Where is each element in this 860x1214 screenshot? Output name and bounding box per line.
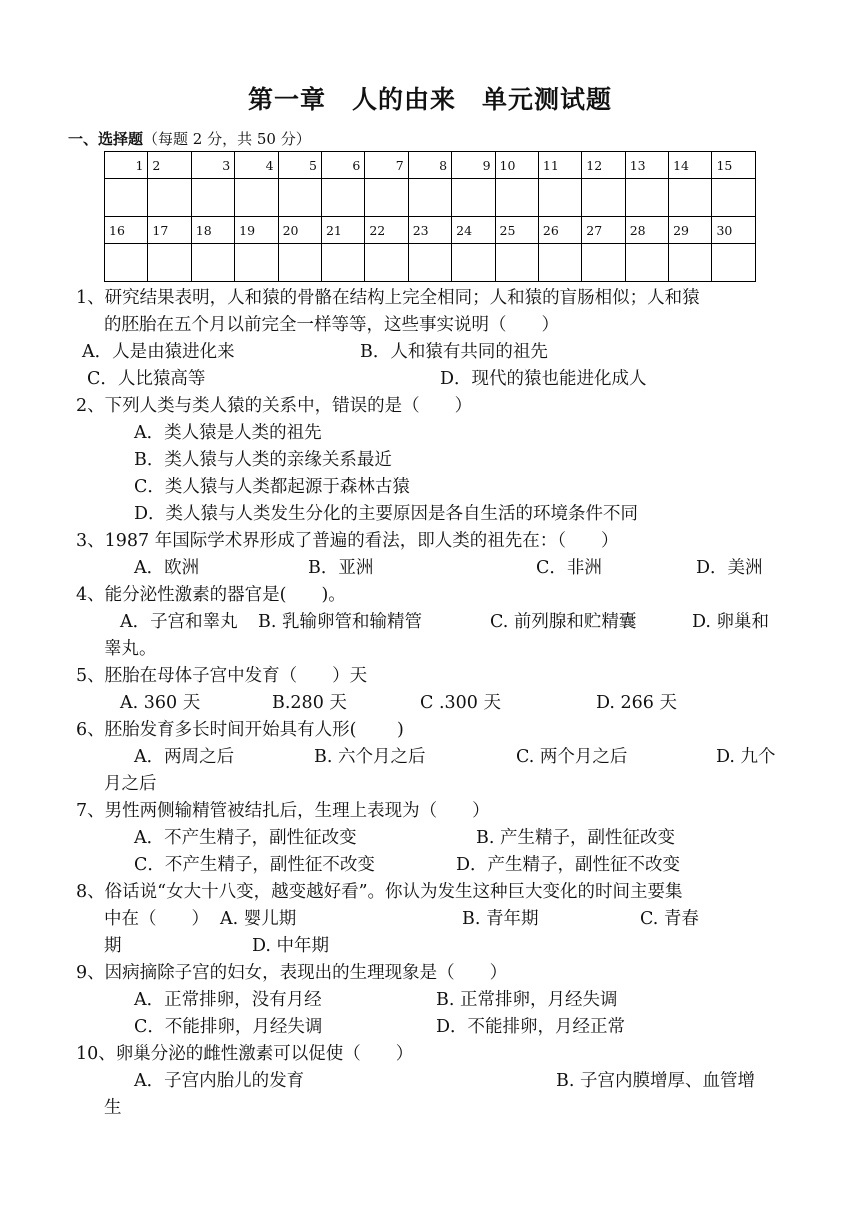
answer-cell[interactable] [408,179,451,217]
answer-number: 20 [278,217,321,244]
q6-option-d: D. 九个 [716,747,776,767]
answer-number: 10 [495,152,538,179]
q4-option-d: D. 卵巢和 [692,612,770,632]
answer-cell[interactable] [148,244,191,282]
answer-number-row-2 [105,217,756,244]
q8-option-d: D. 中年期 [252,936,330,956]
answer-cell[interactable] [712,244,756,282]
answer-cell[interactable] [538,244,581,282]
answer-number: 8 [408,152,451,179]
answer-cell[interactable] [148,179,191,217]
q8-stem-line-1: 8、俗话说“女大十八变，越变越好看”。你认为发生这种巨大变化的时间主要集 [76,882,683,902]
q5-option-b: B.280 天 [272,693,347,713]
answer-blank-row-2 [105,244,756,282]
answer-number: 16 [105,217,148,244]
answer-cell[interactable] [321,244,364,282]
answer-cell[interactable] [191,244,234,282]
q9-option-a: A．正常排卵，没有月经 [134,990,322,1010]
q4-option-b: B. 乳输卵管和输精管 [258,612,422,632]
answer-cell[interactable] [191,179,234,217]
q9-option-b: B. 正常排卵，月经失调 [436,990,618,1010]
answer-number: 26 [538,217,581,244]
q3-option-d: D．美洲 [696,558,763,578]
q8-option-b: B. 青年期 [462,909,539,929]
answer-cell[interactable] [278,179,321,217]
page-title: 第一章 人的由来 单元测试题 [247,85,612,114]
q7-option-d: D．产生精子，副性征不改变 [456,855,681,875]
q3-stem: 3、1987 年国际学术界形成了普遍的看法，即人类的祖先在：（ ） [76,531,619,551]
answer-cell[interactable] [625,179,668,217]
answer-cell[interactable] [625,244,668,282]
answer-number: 4 [235,152,278,179]
answer-number: 28 [625,217,668,244]
q1-stem-line-2: 的胚胎在五个月以前完全一样等等，这些事实说明（ ） [104,315,559,335]
answer-number: 7 [365,152,408,179]
q4-option-d-cont: 睾丸。 [104,639,157,659]
q4-option-c: C. 前列腺和贮精囊 [490,612,637,632]
q1-stem-line-1: 1、研究结果表明，人和猿的骨骼在结构上完全相同；人和猿的盲肠相似；人和猿 [76,288,700,308]
answer-cell[interactable] [538,179,581,217]
q7-stem: 7、男性两侧输精管被结扎后，生理上表现为（ ） [76,801,490,821]
answer-cell[interactable] [495,179,538,217]
answer-number: 12 [582,152,625,179]
answer-cell[interactable] [365,244,408,282]
answer-cell[interactable] [278,244,321,282]
answer-number: 5 [278,152,321,179]
answer-number: 3 [191,152,234,179]
answer-number: 14 [669,152,712,179]
q10-stem: 10、卵巢分泌的雌性激素可以促使（ ） [76,1044,414,1064]
q1-option-a: A．人是由猿进化来 [82,342,235,362]
answer-number: 2 [148,152,191,179]
q6-stem: 6、胚胎发育多长时间开始具有人形( ) [76,720,404,740]
q7-option-b: B. 产生精子，副性征改变 [476,828,675,848]
answer-cell[interactable] [105,179,148,217]
answer-number: 18 [191,217,234,244]
answer-cell[interactable] [235,244,278,282]
q6-option-c: C. 两个月之后 [516,747,628,767]
q5-option-c: C .300 天 [420,693,501,713]
answer-number: 9 [452,152,495,179]
q3-option-b: B．亚洲 [308,558,374,578]
q9-option-c: C．不能排卵，月经失调 [134,1017,323,1037]
answer-number: 13 [625,152,668,179]
answer-cell[interactable] [582,179,625,217]
q1-option-d: D．现代的猿也能进化成人 [440,369,647,389]
q5-option-a: A. 360 天 [120,693,201,713]
q2-option-a: A．类人猿是人类的祖先 [134,423,322,443]
answer-number: 19 [235,217,278,244]
q5-stem: 5、胚胎在母体子宫中发育（ ）天 [76,666,368,686]
section-title: 一、选择题 [68,130,144,148]
q8-option-a: A. 婴儿期 [220,909,297,929]
q3-option-c: C．非洲 [536,558,602,578]
answer-number: 21 [321,217,364,244]
answer-number: 17 [148,217,191,244]
answer-cell[interactable] [105,244,148,282]
answer-number: 23 [408,217,451,244]
q2-option-b: B．类人猿与人类的亲缘关系最近 [134,450,392,470]
q7-option-a: A．不产生精子，副性征改变 [134,828,357,848]
section-note: （每题 2 分，共 50 分） [143,130,311,148]
q8-option-c-cont: 期 [104,936,122,956]
answer-cell[interactable] [365,179,408,217]
answer-cell[interactable] [235,179,278,217]
q1-option-b: B．人和猿有共同的祖先 [360,342,548,362]
answer-cell[interactable] [669,244,712,282]
q4-stem: 4、能分泌性激素的器官是( )。 [76,585,346,605]
q2-option-d: D．类人猿与人类发生分化的主要原因是各自生活的环境条件不同 [134,504,639,524]
q10-option-b-cont: 生 [104,1098,122,1118]
q10-option-b: B. 子宫内膜增厚、血管增 [556,1071,755,1091]
section-heading [68,128,311,149]
answer-number: 11 [538,152,581,179]
q2-option-c: C．类人猿与人类都起源于森林古猿 [134,477,410,497]
q4-option-a: A．子宫和睾丸 [120,612,238,632]
answer-cell[interactable] [452,244,495,282]
answer-cell[interactable] [495,244,538,282]
answer-cell[interactable] [452,179,495,217]
answer-cell[interactable] [582,244,625,282]
answer-number: 29 [669,217,712,244]
answer-blank-row-1 [105,179,756,217]
q10-option-a: A．子宫内胎儿的发育 [134,1071,305,1091]
q8-option-c: C. 青春 [640,909,699,929]
q6-option-a: A．两周之后 [134,747,235,767]
q9-option-d: D．不能排卵，月经正常 [436,1017,626,1037]
answer-cell[interactable] [408,244,451,282]
q3-option-a: A．欧洲 [134,558,200,578]
q6-option-d-cont: 月之后 [104,774,157,794]
answer-cell[interactable] [321,179,364,217]
answer-cell[interactable] [712,179,756,217]
answer-number: 6 [321,152,364,179]
answer-number: 22 [365,217,408,244]
answer-table [104,151,756,282]
q6-option-b: B. 六个月之后 [314,747,426,767]
answer-number: 24 [452,217,495,244]
answer-cell[interactable] [669,179,712,217]
answer-number: 30 [712,217,756,244]
q5-option-d: D. 266 天 [596,693,677,713]
answer-number: 27 [582,217,625,244]
answer-number-row-1 [105,152,756,179]
q1-option-c: C．人比猿高等 [87,369,206,389]
q9-stem: 9、因病摘除子宫的妇女，表现出的生理现象是（ ） [76,963,508,983]
answer-number: 25 [495,217,538,244]
answer-number: 1 [105,152,148,179]
q8-stem-line-2: 中在（ ） [104,909,209,929]
q7-option-c: C．不产生精子，副性征不改变 [134,855,375,875]
answer-number: 15 [712,152,756,179]
q2-stem: 2、下列人类与类人猿的关系中，错误的是（ ） [76,396,473,416]
